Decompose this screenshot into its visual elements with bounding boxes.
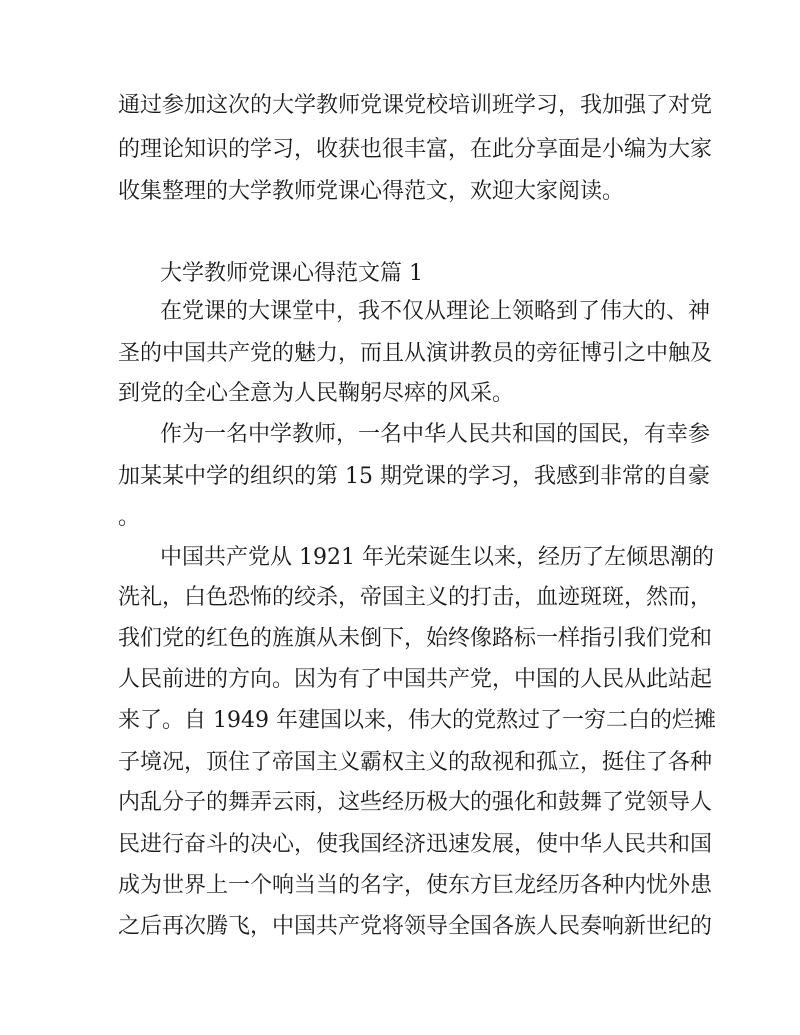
paragraph-line: 子境况，顶住了帝国主义霸权主义的敌视和孤立，挺住了各种 [118,750,713,775]
intro-line: 通过参加这次的大学教师党课党校培训班学习，我加强了对党 [118,93,713,118]
paragraph-line: 作为一名中学教师，一名中华人民共和国的国民，有幸参 [160,422,711,447]
paragraph-line: 加某某中学的组织的第 15 期党课的学习，我感到非常的自豪 [118,464,710,489]
paragraph-line: 洗礼，白色恐怖的绞杀，帝国主义的打击，血迹斑斑，然而， [118,585,713,610]
paragraph-line: 民进行奋斗的决心，使我国经济迅速发展，使中华人民共和国 [118,832,713,857]
paragraph-line: 在党课的大课堂中，我不仅从理论上领略到了伟大的、神 [160,299,711,324]
paragraph-line: 我们党的红色的旌旗从未倒下，始终像路标一样指引我们党和 [118,626,713,651]
paragraph-line: 中国共产党从 1921 年光荣诞生以来，经历了左倾思潮的 [160,545,714,570]
section-title: 大学教师党课心得范文篇 1 [160,261,423,286]
paragraph-line: 之后再次腾飞，中国共产党将领导全国各族人民奏响新世纪的 [118,914,713,939]
paragraph-line: 人民前进的方向。因为有了中国共产党，中国的人民从此站起 [118,667,713,692]
paragraph-line: 来了。自 1949 年建国以来，伟大的党熬过了一穷二白的烂摊 [118,708,716,733]
intro-line: 收集整理的大学教师党课心得范文，欢迎大家阅读。 [118,179,625,204]
paragraph-line: 。 [118,505,141,530]
paragraph-line: 成为世界上一个响当当的名字，使东方巨龙经历各种内忧外患 [118,873,713,898]
paragraph-line: 到党的全心全意为人民鞠躬尽瘁的风采。 [118,381,515,406]
paragraph-line: 内乱分子的舞弄云雨，这些经历极大的强化和鼓舞了党领导人 [118,790,713,815]
intro-line: 的理论知识的学习，收获也很丰富，在此分享面是小编为大家 [118,137,713,162]
paragraph-line: 圣的中国共产党的魅力，而且从演讲教员的旁征博引之中触及 [118,341,713,366]
